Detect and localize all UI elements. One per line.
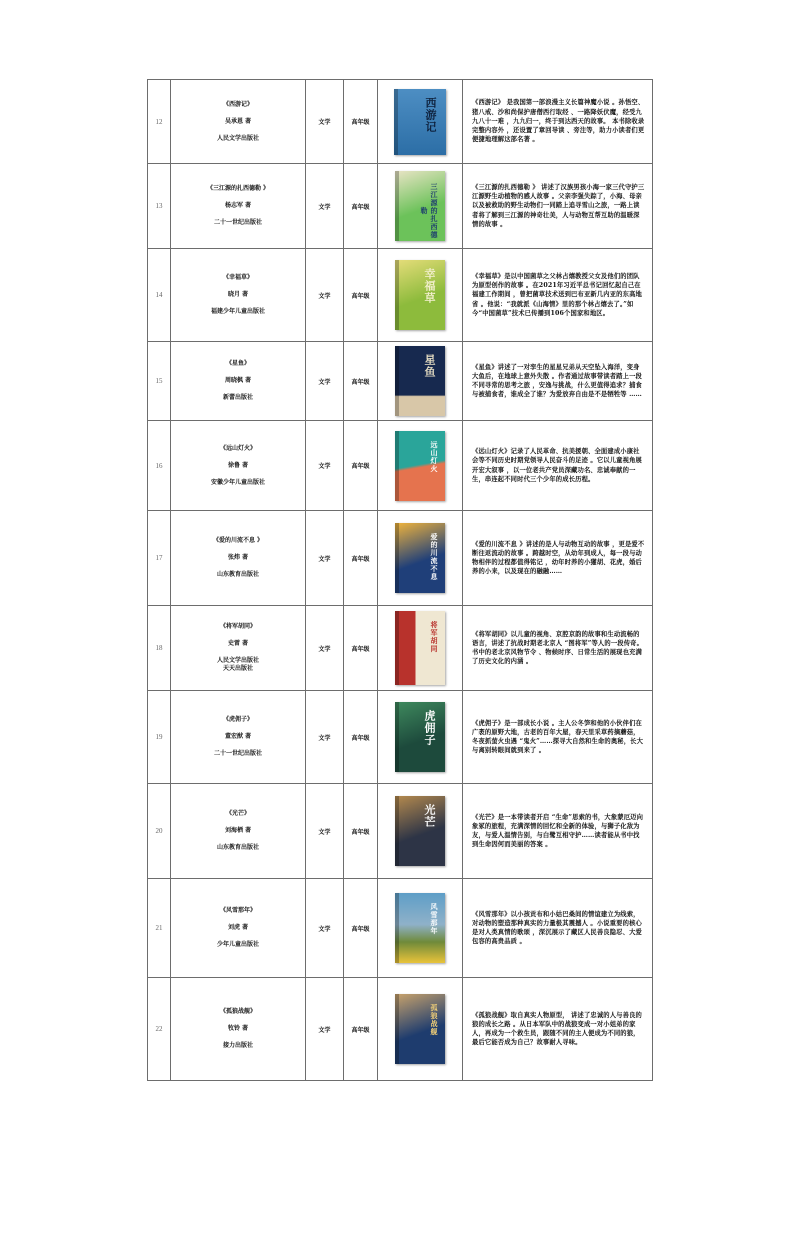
- table-row: [148, 511, 653, 606]
- book-publisher: 安徽少年儿童出版社: [210, 478, 265, 486]
- table-row: [148, 421, 653, 511]
- book-publisher: 少年儿童出版社: [216, 941, 259, 948]
- book-publisher: 新蕾出版社: [222, 394, 253, 401]
- book-publisher: 山东教育出版社: [216, 571, 259, 578]
- book-publishers: [171, 479, 305, 487]
- book-category: 文学: [306, 164, 344, 249]
- row-number: 19: [148, 691, 171, 784]
- book-title: 《孤狼战舰》: [219, 1008, 256, 1015]
- row-number: 22: [148, 978, 171, 1081]
- book-publisher: 接力出版社: [222, 1042, 253, 1049]
- book-publisher: 二十一世纪出版社: [213, 750, 262, 757]
- book-cover-title: 星鱼: [423, 354, 436, 378]
- book-cover-cell: [378, 879, 463, 978]
- book-cover-title: 幸福草: [423, 268, 436, 304]
- book-category: 文学: [306, 879, 344, 978]
- book-spine: [395, 346, 399, 416]
- book-publishers: [171, 135, 305, 143]
- book-spine: [395, 611, 399, 685]
- book-cover-image: [395, 796, 445, 866]
- book-title: 《幸福草》: [222, 274, 253, 281]
- book-category: 文学: [306, 342, 344, 421]
- book-grade: 高年级: [344, 784, 378, 879]
- book-publisher: 人民文学出版社: [216, 134, 259, 142]
- book-cover-title: 三江源的扎西德勒: [420, 183, 439, 239]
- book-spine: [395, 171, 399, 241]
- book-cover-image: [395, 171, 445, 241]
- book-category: 文学: [306, 421, 344, 511]
- book-info-cell: [171, 784, 306, 879]
- book-title: 《虎佣子》: [222, 716, 253, 723]
- row-number: 13: [148, 164, 171, 249]
- book-info-cell: [171, 978, 306, 1081]
- book-publishers: [171, 1042, 305, 1050]
- row-number: 17: [148, 511, 171, 606]
- table-row: [148, 978, 653, 1081]
- book-description: 《光芒》是一本带读者开启 “生命”思索的书，大象蒙厄迈向象冢的旅程，充满深情的回忆和全新的体验，与狮子化敌为友，与爱人温情告别，与白鹭互相守护……读者能从书中找到生命因何而美丽的答案 。: [463, 784, 653, 879]
- book-publisher: 天天出版社: [222, 665, 253, 672]
- book-description: 《远山灯火》记录了人民革命、抗美援朝、全面建成小康社会等不同历史时期党领导人民奋斗的足迹 。它以儿童视角展开宏大叙事 ，以一位老共产党员深藏功名、忠诚奉献的一生，串连起不同时代三个少年的成长历程。: [463, 421, 653, 511]
- book-cover-cell: [378, 164, 463, 249]
- book-grade: 高年级: [344, 249, 378, 342]
- book-description: 《爱的川流不息 》讲述的是人与动物互动的故事 ，更是爱不断往返流动的故事 。跨越时空，从幼年到成人，每一段与动物相伴的过程都值得铭记 ，幼年时养的小獾胡、花虎，婚后养的小来，以及现在的融融……: [463, 511, 653, 606]
- book-info-cell: [171, 342, 306, 421]
- book-cover-image: [394, 89, 446, 155]
- book-grade: 高年级: [344, 164, 378, 249]
- book-description: 《虎佣子》是一部成长小说 。主人公冬笋和他的小伙伴们在广袤的原野大地，古老的百年大屋，春天里采草药摘蘑菇，冬夜抓萤火虫遇 “鬼火”……探寻大自然和生命的奥秘，长大与离别转眼间就到来了 。: [463, 691, 653, 784]
- book-author: 刘虎 著: [227, 924, 249, 931]
- book-spine: [395, 702, 399, 772]
- book-cover-image: [395, 523, 445, 593]
- book-spine: [395, 796, 399, 866]
- book-author: 史雷 著: [227, 640, 249, 647]
- book-cover-image: [395, 431, 445, 501]
- book-grade: 高年级: [344, 879, 378, 978]
- row-number: 21: [148, 879, 171, 978]
- book-cover-cell: [378, 691, 463, 784]
- book-info-cell: [171, 249, 306, 342]
- book-spine: [395, 994, 399, 1064]
- row-number: 14: [148, 249, 171, 342]
- book-description: 《孤狼战舰》取自真实人物原型， 讲述了忠诚的人与善良的狼的成长之路 。从日本军队中的战狼变成一对小姐弟的家人，再成为一个救生员，跟随不同的主人便成为不同的狼，最后它能否成为自己？故事耐人寻味。: [463, 978, 653, 1081]
- book-info-cell: [171, 511, 306, 606]
- table-row: [148, 80, 653, 164]
- row-number: 20: [148, 784, 171, 879]
- book-author: 晓月 著: [227, 291, 249, 298]
- book-cover-image: [395, 702, 445, 772]
- book-cover-cell: [378, 978, 463, 1081]
- book-category: 文学: [306, 80, 344, 164]
- book-publishers: [171, 657, 305, 673]
- row-number: 15: [148, 342, 171, 421]
- book-title: 《将军胡同》: [219, 623, 256, 630]
- book-publishers: [171, 844, 305, 852]
- book-description: 《幸福草》是以中国菌草之父林占熺教授父女及他们的团队为原型创作的故事 。在2021年习近平总书记回忆起自己在福建工作期间 ，曾把菌草技术送到巴布亚新几内亚的东高地省 。他说：“我就派《山海情》里的那个林占熺去了。”如今“中国菌草”技术已传播到106个国家和地区。: [463, 249, 653, 342]
- row-number: 18: [148, 606, 171, 691]
- book-spine: [394, 89, 398, 155]
- row-number: 16: [148, 421, 171, 511]
- book-description: 《星鱼》讲述了一对孪生的星星兄弟从天空坠入海洋，变身大鱼后，在地球上意外失散 。作者通过故事带读者踏上一段不同寻常的思考之旅 ，安逸与挑战，什么更值得追求？捕食与被捕食者，谁成全了谁？为爱放弃自由是不是牺牲等 ……: [463, 342, 653, 421]
- book-publishers: [171, 308, 305, 316]
- book-description: 《将军胡同》以儿童的视角、京腔京韵的故事和生动流畅的语言，讲述了抗战时期老北京人 “图将军”等人的一段传奇。书中的老北京风物节令 、物候时序、日常生活的展现也充满了历史文化的内涵 。: [463, 606, 653, 691]
- book-author: 张炜 著: [227, 554, 249, 561]
- book-title: 《爱的川流不息 》: [212, 537, 264, 544]
- book-publishers: [171, 571, 305, 579]
- book-title: 《远山灯火》: [219, 444, 256, 452]
- book-author: 周晓枫 著: [224, 377, 252, 384]
- book-spine: [395, 893, 399, 963]
- book-info-cell: [171, 164, 306, 249]
- book-author: 刘海栖 著: [224, 827, 252, 834]
- book-description: 《风雪那年》以小孩贡布和小姑巴桑间的情谊建立为线索，对动物的塑造那种真实的力量极其震撼人 。小说重要的核心是对人类真情的歌颂 ，深沉展示了藏区人民善良隐忍、大爱包容的高贵品质 。: [463, 879, 653, 978]
- book-cover-cell: [378, 80, 463, 164]
- book-cover-title: 光芒: [423, 804, 436, 828]
- book-cover-cell: [378, 784, 463, 879]
- book-publisher: 山东教育出版社: [216, 844, 259, 851]
- book-author: 牧铃 著: [227, 1025, 249, 1032]
- table-row: [148, 606, 653, 691]
- book-author: 徐鲁 著: [227, 461, 249, 469]
- row-number: 12: [148, 80, 171, 164]
- book-publishers: [171, 941, 305, 949]
- book-category: 文学: [306, 511, 344, 606]
- book-title: 《西游记》: [222, 100, 253, 108]
- book-category: 文学: [306, 249, 344, 342]
- book-list-table: [147, 79, 653, 1081]
- book-publishers: [171, 394, 305, 402]
- book-info-cell: [171, 879, 306, 978]
- book-title: 《星鱼》: [225, 360, 250, 367]
- book-cover-image: [395, 346, 445, 416]
- book-spine: [395, 523, 399, 593]
- book-grade: 高年级: [344, 978, 378, 1081]
- book-category: 文学: [306, 691, 344, 784]
- table-row: [148, 879, 653, 978]
- book-cover-title: 爱的川流不息: [430, 533, 439, 581]
- book-cover-title: 风雪那年: [430, 903, 439, 935]
- book-cover-cell: [378, 606, 463, 691]
- book-spine: [395, 431, 399, 501]
- book-publisher: 福建少年儿童出版社: [210, 308, 265, 315]
- book-description: 《三江源的扎西德勒 》 讲述了汉族男孩小海一家三代守护三江源野生动植物的感人故事 。父亲李强失踪了，小海、母亲以及被救助的野生动物们一同踏上追寻雪山之旅，一路上读者将了解到三江源的神奇壮美，人与动物互帮互助的温暖深情的故事 。: [463, 164, 653, 249]
- book-title: 《风雪那年》: [219, 907, 256, 914]
- book-publishers: [171, 219, 305, 227]
- book-author: 董宏猷 著: [224, 733, 252, 740]
- book-cover-image: [395, 893, 445, 963]
- book-list-body: [148, 80, 653, 1081]
- book-cover-cell: [378, 249, 463, 342]
- book-grade: 高年级: [344, 691, 378, 784]
- book-grade: 高年级: [344, 80, 378, 164]
- book-spine: [395, 260, 399, 330]
- book-info-cell: [171, 691, 306, 784]
- book-category: 文学: [306, 606, 344, 691]
- book-publishers: [171, 750, 305, 758]
- book-grade: 高年级: [344, 606, 378, 691]
- book-cover-title: 虎佣子: [423, 710, 436, 746]
- book-grade: 高年级: [344, 342, 378, 421]
- book-cover-title: 远山灯火: [430, 440, 439, 473]
- book-cover-image: [395, 260, 445, 330]
- book-author: 杨志军 著: [224, 202, 252, 209]
- table-row: [148, 691, 653, 784]
- book-title: 《光芒》: [225, 810, 250, 817]
- book-grade: 高年级: [344, 421, 378, 511]
- book-grade: 高年级: [344, 511, 378, 606]
- book-publisher: 二十一世纪出版社: [213, 219, 262, 226]
- book-cover-image: [395, 611, 445, 685]
- book-description: 《西游记》 是我国第一部浪漫主义长篇神魔小说 。孙悟空、猪八戒、沙和尚保护唐僧西行取经 、一路降妖伏魔，经受九九八十一难 ，九九归一，终于到达西天的故事。 本书除收录完整内容外 ，还设置了章回导读 、旁注等，助力小读者们更便捷地理解这部名著 。: [463, 80, 653, 164]
- book-author: 吴承恩 著: [224, 117, 252, 125]
- book-cover-cell: [378, 421, 463, 511]
- book-publisher: 人民文学出版社: [216, 657, 259, 664]
- book-cover-cell: [378, 342, 463, 421]
- book-info-cell: [171, 80, 306, 164]
- table-row: [148, 342, 653, 421]
- book-cover-cell: [378, 511, 463, 606]
- book-cover-title: 西游记: [424, 96, 437, 133]
- book-title: 《三江源的扎西德勒 》: [206, 185, 270, 192]
- book-cover-title: 孤狼战舰: [430, 1004, 439, 1036]
- book-info-cell: [171, 606, 306, 691]
- table-row: [148, 784, 653, 879]
- book-category: 文学: [306, 784, 344, 879]
- book-cover-image: [395, 994, 445, 1064]
- book-category: 文学: [306, 978, 344, 1081]
- book-info-cell: [171, 421, 306, 511]
- table-row: [148, 249, 653, 342]
- book-cover-title: 将军胡同: [430, 621, 439, 653]
- table-row: [148, 164, 653, 249]
